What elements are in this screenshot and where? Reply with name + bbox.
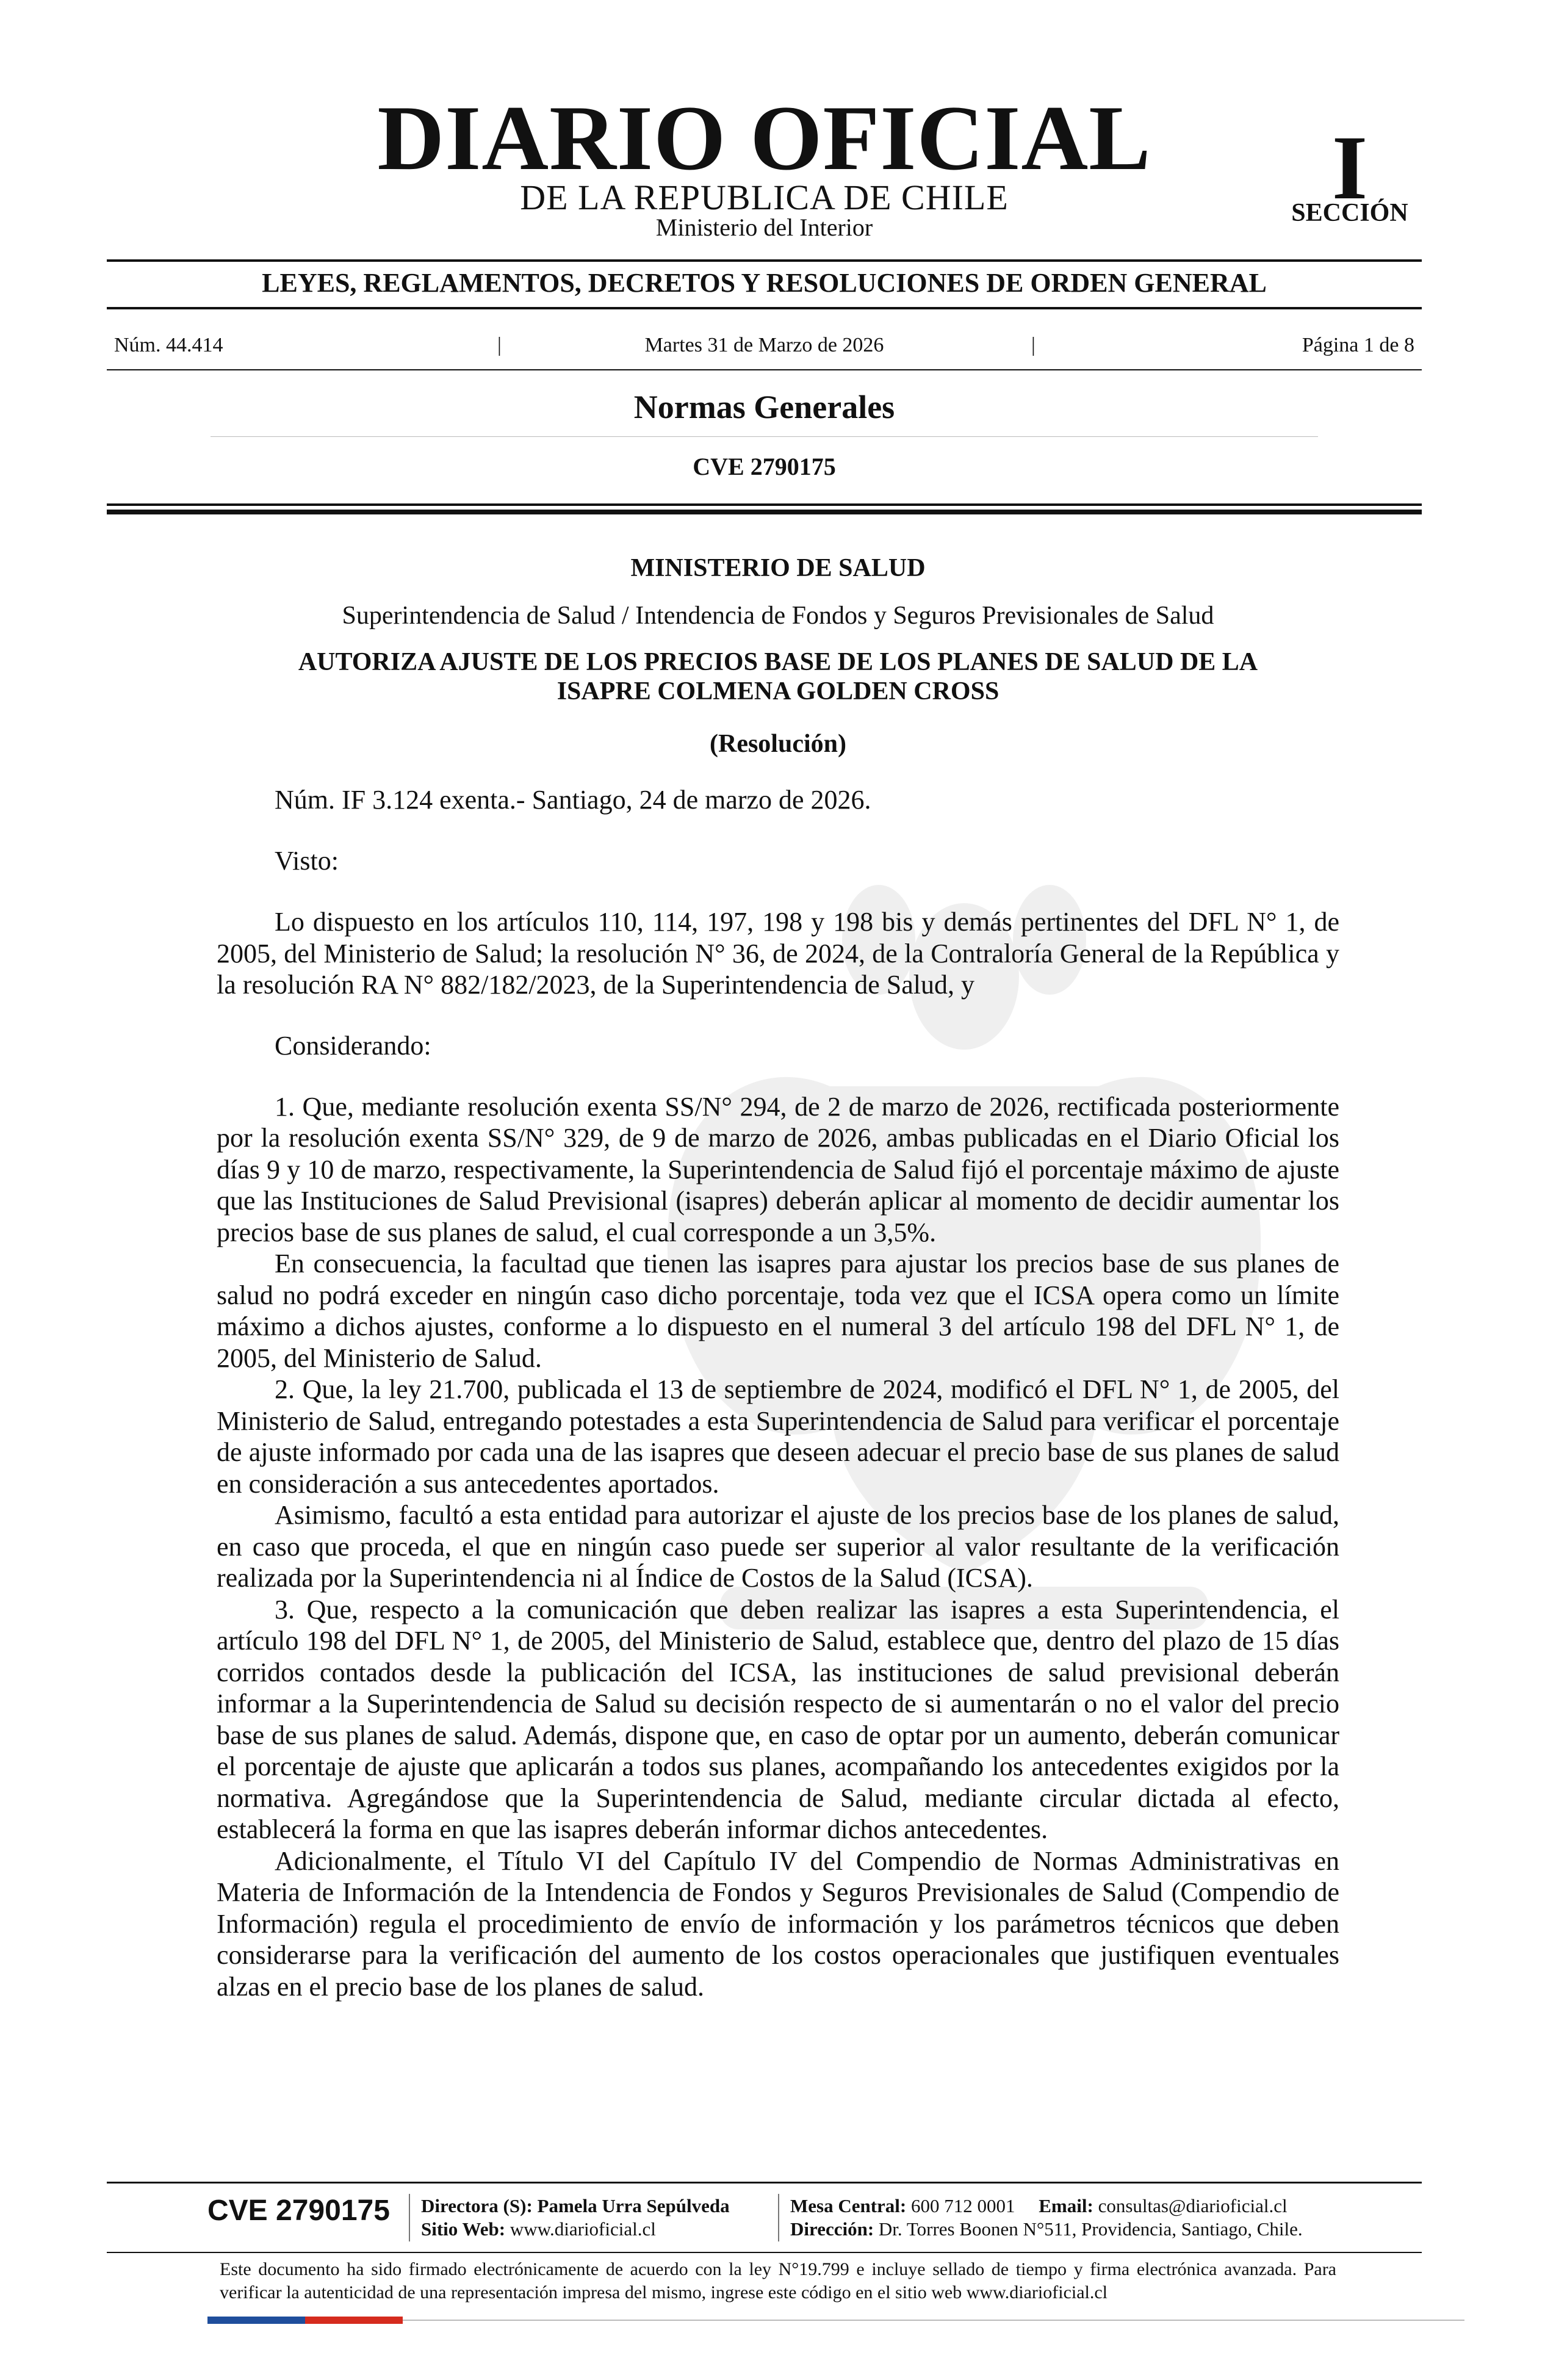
visto-paragraph: Lo dispuesto en los artículos 110, 114, 197, 198 y 198 bis y demás pertinentes del DFL N° 1, de 2005, del Ministerio de Salud; la resolución N° 36, de 2024, de la Contraloría General de la República y la resolución RA N° 882/182/2023, de la Superintendencia de Salud, y [217, 907, 1339, 1000]
ministry-heading: MINISTERIO DE SALUD [630, 554, 926, 582]
website-label: Sitio Web: [421, 2218, 506, 2240]
masthead-rule-top [107, 259, 1422, 262]
masthead-title: DIARIO OFICIAL [377, 87, 1151, 189]
paragraph: 3. Que, respecto a la comunicación que deben realizar las isapres a esta Superintendencia, el artículo 198 del DFL N° 1, de 2005, del Ministerio de Salud, establece que, dentro del plazo de 15 días corridos contados desde la publicación del ICSA, las instituciones de salud previsional deberán informar a la Superintendencia de Salud su decisión respecto de si aumentarán o no el valor del precio base de sus planes de salud. Además, dispone que, en caso de optar por un aumento, deberán comunicar el porcentaje de ajuste que aplicarán a todos sus planes, acompañando los antecedentes exigidos por la normativa. Agregándose que la Superintendencia de Salud, mediante circular dictada al efecto, establecerá la forma en que las isapres deberán informar dichos antecedentes. [217, 1594, 1339, 1844]
paragraph: 2. Que, la ley 21.700, publicada el 13 de septiembre de 2024, modificó el DFL N° 1, de 2005, del Ministerio de Salud, entregando potestades a esta Superintendencia de Salud para verificar el porcentaje de ajuste informado por cada una de las isapres que deseen adecuar el precio base de sus planes de salud en consideración a sus antecedentes aportados. [217, 1374, 1339, 1499]
masthead [107, 87, 1422, 250]
footer-separator [778, 2194, 779, 2241]
considerando-label: Considerando: [275, 1030, 431, 1061]
flag-stripe-red [305, 2317, 403, 2324]
footer-contact-block [790, 2194, 1303, 2241]
section-divider [211, 436, 1318, 437]
address-value: Dr. Torres Boonen N°511, Providencia, Santiago, Chile. [878, 2218, 1303, 2240]
paragraph: Asimismo, facultó a esta entidad para autorizar el ajuste de los precios base de los planes de salud, en caso que proceda, el que en ningún caso puede ser superior al valor resultante de la verificación realizada por la Superintendencia ni al Índice de Costos de la Salud (ICSA). [217, 1500, 1339, 1593]
info-separator: | [1031, 334, 1036, 356]
phone-value: 600 712 0001 [911, 2195, 1015, 2216]
resolution-number: Núm. IF 3.124 exenta.- Santiago, 24 de marzo de 2026. [275, 785, 871, 815]
website-link[interactable]: www.diarioficial.cl [510, 2218, 656, 2240]
masthead-subtitle: DE LA REPUBLICA DE CHILE [520, 178, 1009, 217]
document-body [217, 552, 1339, 2002]
visto-label: Visto: [275, 846, 339, 876]
resolution-title-line1: AUTORIZA AJUSTE DE LOS PRECIOS BASE DE LOS PLANES DE SALUD DE LA [298, 648, 1258, 676]
director-name: Pamela Urra Sepúlveda [537, 2195, 730, 2216]
footer-rule-bottom [107, 2252, 1422, 2253]
issue-date: Martes 31 de Marzo de 2026 [644, 334, 884, 356]
masthead-rule-bottom [107, 307, 1422, 309]
flag-stripe-blue [207, 2317, 305, 2324]
footer-baseline [403, 2320, 1464, 2321]
cve-code: CVE 2790175 [693, 453, 836, 480]
paragraph: En consecuencia, la facultad que tienen las isapres para ajustar los precios base de sus planes de salud no podrá exceder en ningún caso dicho porcentaje, toda vez que el ICSA opera como un límite máximo a dichos ajustes, conforme a lo dispuesto en el numeral 3 del artículo 198 del DFL N° 1, de 2005, del Ministerio de Salud. [217, 1249, 1339, 1373]
masthead-ministry: Ministerio del Interior [655, 214, 873, 241]
address-label: Dirección: [790, 2218, 874, 2240]
email-link[interactable]: consultas@diarioficial.cl [1098, 2195, 1288, 2216]
footer-separator [409, 2194, 410, 2241]
info-rule [107, 369, 1422, 370]
header-rule-thick [107, 510, 1422, 514]
resolution-title [217, 647, 1339, 706]
footer-cve-code: CVE 2790175 [207, 2194, 390, 2227]
issue-info-bar [107, 331, 1422, 359]
category-band: LEYES, REGLAMENTOS, DECRETOS Y RESOLUCIONES DE ORDEN GENERAL [262, 268, 1267, 298]
signature-note: Este documento ha sido firmado electrónicamente de acuerdo con la ley N°19.799 e incluye sellado de tiempo y firma electrónica avanzada. Para verificar la autenticidad de una representación impresa del mismo, ingrese este código en el sitio web www.diarioficial.cl [220, 2259, 1336, 2302]
page-indicator: Página 1 de 8 [1302, 334, 1414, 356]
office-heading: Superintendencia de Salud / Intendencia de Fondos y Seguros Previsionales de Salud [342, 602, 1214, 630]
paragraph: Adicionalmente, el Título VI del Capítulo IV del Compendio de Normas Administrativas en Materia de Información de la Intendencia de Fondos y Seguros Previsionales de Salud (Compendio de Información) regula el procedimiento de envío de información y los parámetros técnicos que deben considerarse para la verificación del aumento de los costos operacionales que justifiquen eventuales alzas en el precio base de los planes de salud. [217, 1845, 1339, 2002]
director-label: Directora (S): [421, 2195, 533, 2216]
section-title: Normas Generales [633, 389, 895, 425]
header-rule-thin [107, 503, 1422, 506]
resolution-type: (Resolución) [710, 730, 846, 758]
footer-rule-top [107, 2182, 1422, 2183]
footer-director-block [421, 2194, 730, 2241]
resolution-title-line2: ISAPRE COLMENA GOLDEN CROSS [556, 677, 1000, 705]
section-label: SECCIÓN [1291, 199, 1408, 227]
email-label: Email: [1039, 2195, 1093, 2216]
paragraph: 1. Que, mediante resolución exenta SS/N° 294, de 2 de marzo de 2026, rectificada posteriormente por la resolución exenta SS/N° 329, de 9 de marzo de 2026, ambas publicadas en el Diario Oficial los días 9 y 10 de marzo, respectivamente, la Superintendencia de Salud fijó el porcentaje máximo de ajuste que las Instituciones de Salud Previsional (isapres) deberán aplicar al momento de decidir aumentar los precios base de sus planes de salud, el cual corresponde a un 3,5%. [217, 1091, 1339, 1247]
phone-label: Mesa Central: [790, 2195, 907, 2216]
section-numeral: I [1331, 117, 1368, 218]
issue-number: Núm. 44.414 [114, 334, 223, 356]
info-separator: | [497, 334, 502, 356]
